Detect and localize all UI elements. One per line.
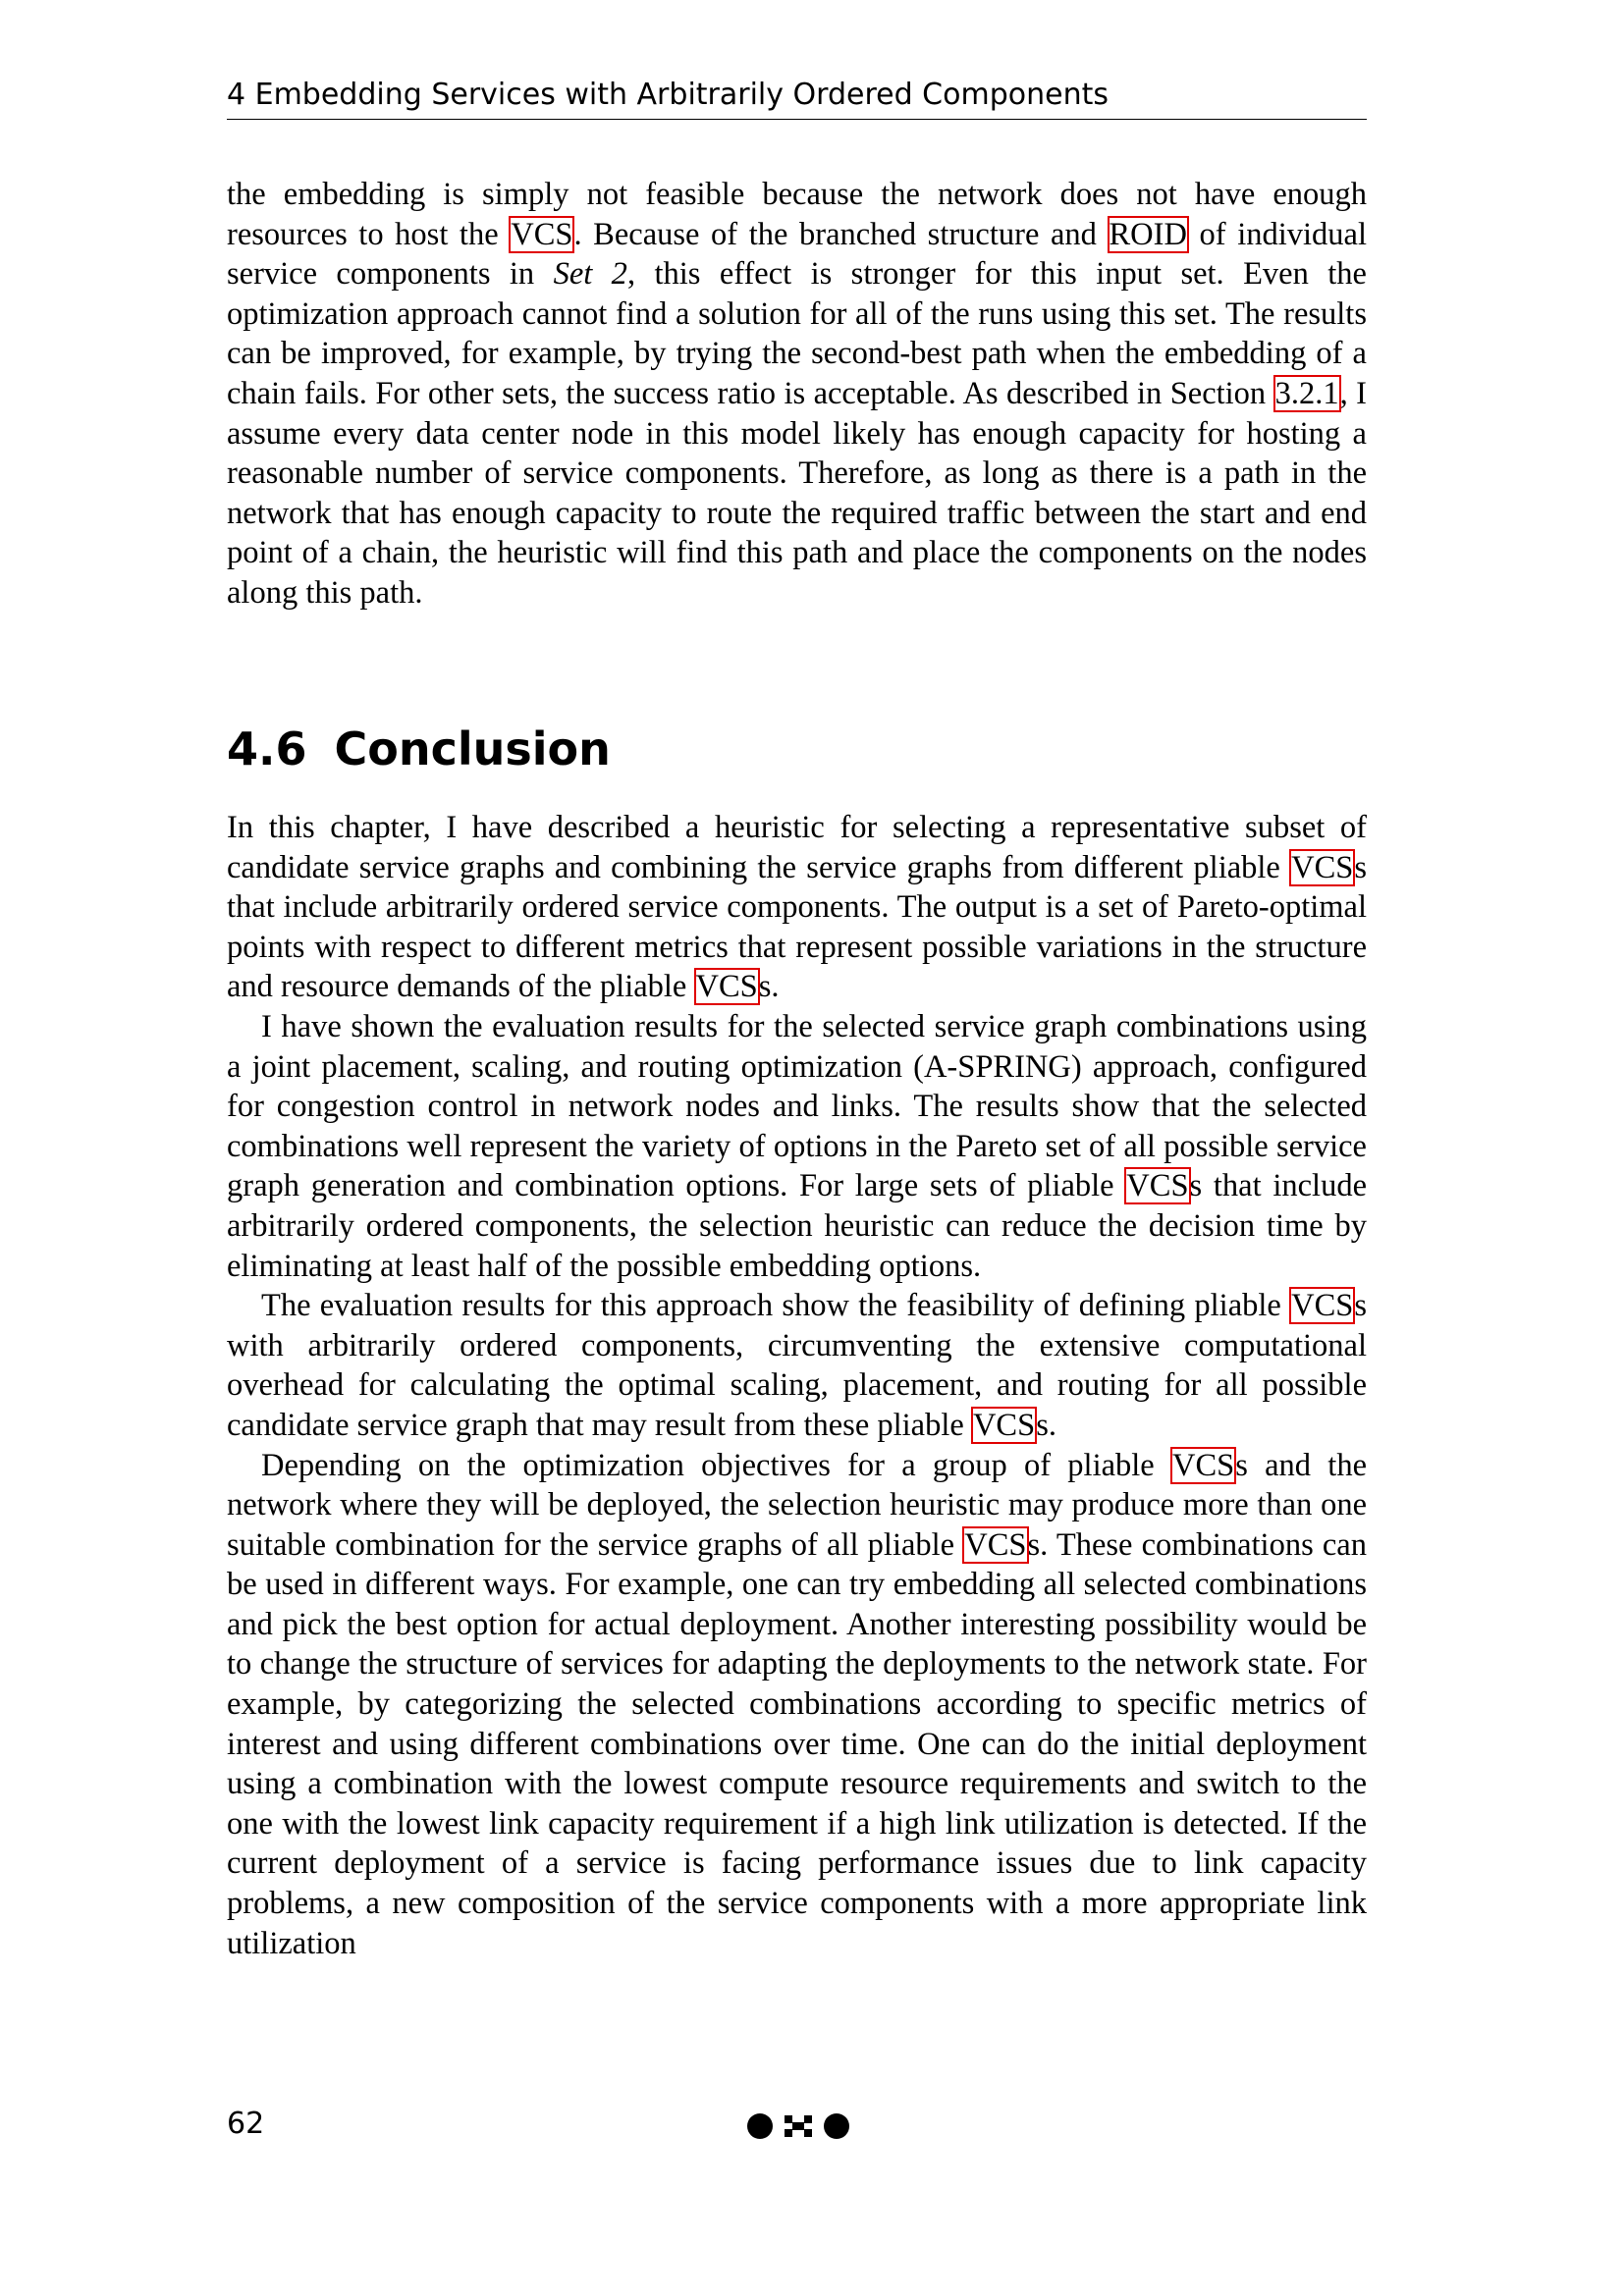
acronym-link-vcs[interactable]: VCS [1172,1447,1235,1483]
paragraph: In this chapter, I have described a heuristic for selecting a representative subset of candidate service graphs and combining the service graphs from different pliable VCSs that include arbitrarily ordered service components. The output is a set of Pareto-optimal points with respect to different metrics that represent possible variations in the structure and resource demands of the pliable VCSs. [227,810,1367,1005]
acronym-link-vcs[interactable]: VCS [964,1526,1027,1563]
paragraph: Depending on the optimization objectives for a group of pliable VCSs and the network where they will be deployed, the selection heuristic may produce more than one suitable combination for the service graphs of all pliable VCSs. These combinations can be used in different ways. For example, one can try embedding all selected combinations and pick the best option for actual deployment. Another interesting possibility would be to change the structure of services for adapting the deployments to the network state. For example, by categorizing the selected combinations according to specific metrics of interest and using different combinations over time. One can do the initial deployment using a combination with the lowest compute resource requirements and switch to the one with the lowest link capacity requirement if a high link utilization is detected. If the current deployment of a service is facing performance issues due to link capacity problems, a new composition of the service components with a more appropriate link utilization [227,1447,1368,1961]
paragraph: I have shown the evaluation results for the selected service graph combinations using a joint placement, scaling, and routing optimization (A-SPRING) approach, configured for congestion control in network nodes and links. The results show that the selected combinations well represent the variety of options in the Pareto set of all possible service graph generation and combination options. For large sets of pliable VCSs that include arbitrarily ordered components, the selection heuristic can reduce the decision time by eliminating at least half of the possible embedding options. [227,1008,1367,1284]
page-number: 62 [227,2107,265,2141]
body-text-top [227,175,1367,614]
acronym-link-vcs[interactable]: VCS [1126,1168,1189,1204]
conclusion-text [227,808,1367,1963]
acronym-link-vcs[interactable]: VCS [511,216,573,252]
acronym-link-vcs[interactable]: VCS [972,1407,1036,1443]
paragraph: The evaluation results for this approach show the feasibility of defining pliable VCSs with arbitrarily ordered components, circumventing the extensive computational overhead for calculating the optimal scaling, placement, and routing for all possible candidate service graph that may result from these pliable VCSs. [227,1288,1367,1443]
emphasis-set: Set 2 [553,256,627,293]
acronym-link-roid[interactable]: ROID [1109,216,1187,252]
section-number: 4.6 [227,722,307,775]
section-link[interactable]: 3.2.1 [1274,375,1339,411]
section-heading [227,720,1367,778]
running-header [227,75,1367,120]
university-logo-icon [746,2110,850,2142]
paragraph: the embedding is simply not feasible because the network does not have enough resources to host the VCS. Because of the branched structure and ROID of individual service components in Set 2, this effect is stronger for this input set. Even the optimization approach cannot find a solution for all of the runs using this set. The results can be improved, for example, by trying the second-best path when the embedding of a chain fails. For other sets, the success ratio is acceptable. As described in Section 3.2.1, I assume every data center node in this model likely has enough capacity for hosting a reasonable number of service components. Therefore, as long as there is a path in the network that has enough capacity to route the required traffic between the start and end point of a chain, the heuristic will find this path and place the components on the nodes along this path. [227,177,1368,611]
running-title: 4 Embedding Services with Arbitrarily Ordered Components [227,78,1109,112]
section-title: Conclusion [334,722,611,775]
acronym-link-vcs[interactable]: VCS [1291,1288,1354,1324]
acronym-link-vcs[interactable]: VCS [695,969,758,1005]
acronym-link-vcs[interactable]: VCS [1291,849,1354,885]
